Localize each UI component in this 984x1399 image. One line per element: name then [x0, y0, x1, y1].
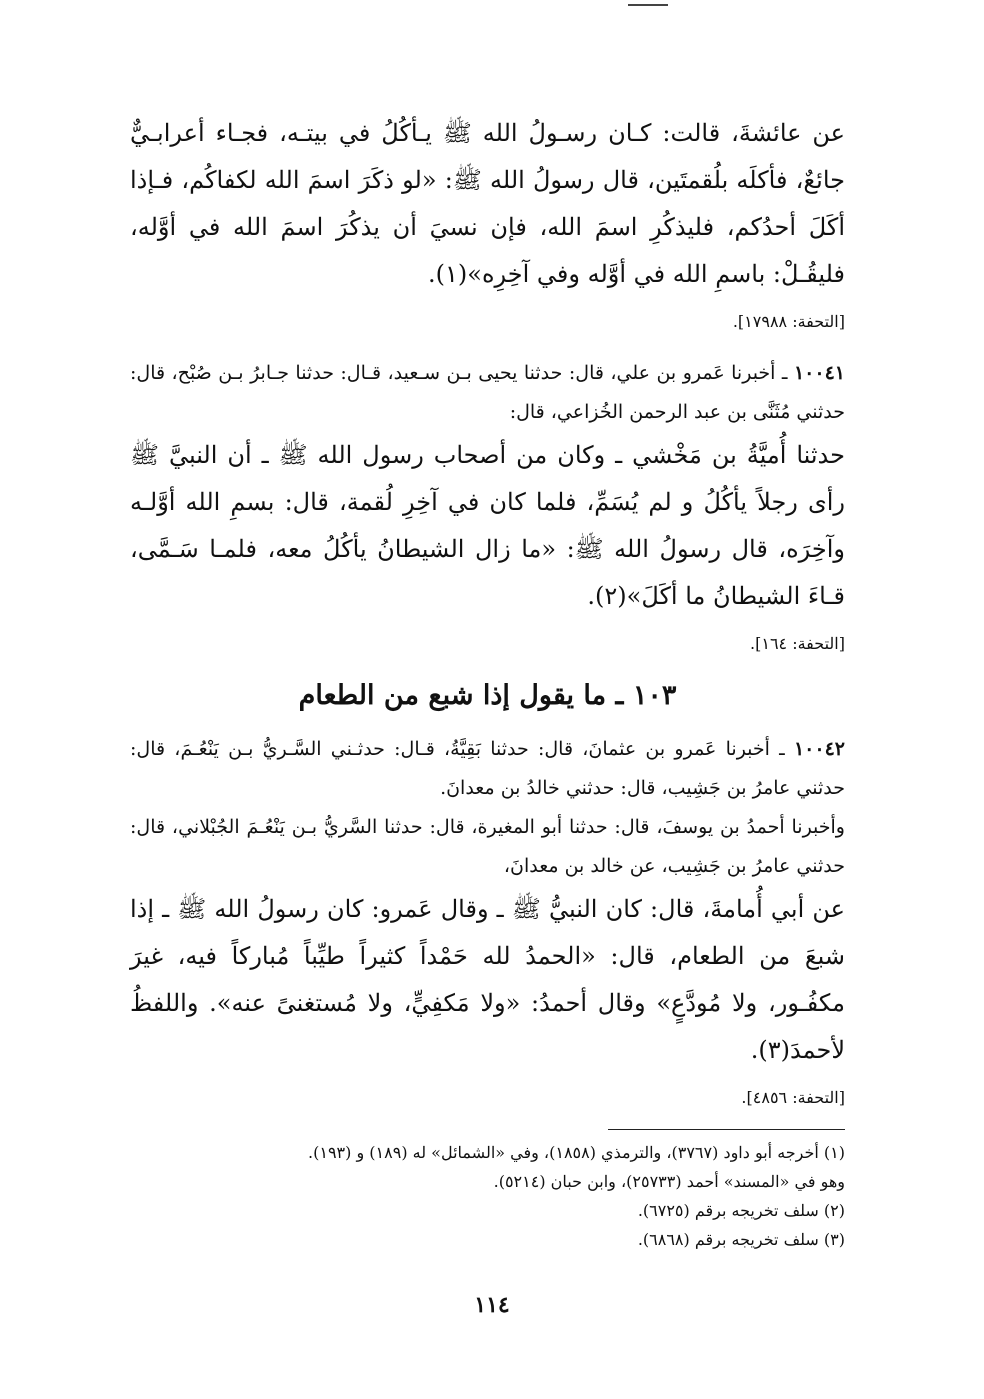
- footnote: (٢) سلف تخريجه برقم (٦٧٢٥).: [637, 1201, 845, 1220]
- hadith-number: ١٠٠٤١: [793, 362, 845, 384]
- hadith-number: ١٠٠٤٢: [793, 738, 845, 760]
- hadith-10041-ref: [التحفة: ١٦٤].: [750, 634, 845, 653]
- chapter-heading: ١٠٣ ـ ما يقول إذا شبع من الطعام: [298, 680, 677, 711]
- hadith-10041-isnad: [130, 354, 845, 432]
- hadith-10042-ref: [التحفة: ٤٨٥٦].: [741, 1088, 845, 1107]
- footnote: (٣) سلف تخريجه برقم (٦٨٦٨).: [637, 1230, 845, 1249]
- footnote: (١) أخرجه أبو داود (٣٧٦٧)، والترمذي (١٨٥٨)، وفي «الشمائل» له (١٨٩) و (١٩٣).: [308, 1143, 845, 1162]
- page-number: ١١٤: [474, 1292, 510, 1318]
- footnote: وهو في «المسند» أحمد (٢٥٧٣٣)، وابن حبان (٥٢١٤).: [493, 1172, 845, 1191]
- footnote-rule: [608, 1129, 845, 1130]
- hadith-10040-text: عن عائشةَ، قالت: كـان رسـولُ الله ﷺ يـأكُلُ في بيتـه، فجـاء أعرابـيٌّ جائعٌ، فأكلَه بلُقمتَين، قال رسولُ الله ﷺ: «لو ذكَرَ اسمَ الله لكفاكُم، فـإذا أكَلَ أحدُكم، فليذكُرِ اسمَ الله، فإن نسيَ أن يذكُرَ اسمَ الله في أوَّله، فليقُـلْ: باسمِ الله في أوَّله وفي آخِرِه»(١).: [130, 119, 845, 288]
- hadith-10040-ref: [التحفة: ١٧٩٨٨].: [732, 312, 845, 331]
- hadith-10041-text: حدثنا أُميَّةُ بن مَخْشي ـ وكان من أصحاب رسول الله ﷺ ـ أن النبيَّ ﷺ رأى رجلاً يأكُلُ و لم يُسَمِّ، فلما كان في آخِرِ لُقمة، قال: بسمِ الله أوَّلـه وآخِرَه، قال رسولُ الله ﷺ: «ما زال الشيطانُ يأكُلُ معه، فلمـا سَـمَّى، قـاءَ الشيطانُ ما أكَلَ»(٢).: [130, 441, 845, 610]
- hadith-10042-text: عن أبي أُمامةَ، قال: كان النبيُّ ﷺ ـ وقال عَمرو: كان رسولُ الله ﷺ ـ إذا شبعَ من الطعام، قال: «الحمدُ لله حَمْداً كثيراً طيِّباً مُباركاً فيه، غيرَ مكفُـور، ولا مُودَّعٍ» وقال أحمدُ: «ولا مَكفِيٍّ، ولا مُستغنىً عنه». واللفظُ لأحمدَ(٣).: [130, 895, 845, 1064]
- isnad-text: ـ أخبرنا عَمرو بن علي، قال: حدثنا يحيى بـن سـعيد، قـال: حدثنا جـابرُ بـن صُبْح، قال: حدثني مُثَنَّى بن عبد الرحمن الخُزاعي، قال:: [130, 362, 845, 423]
- header-rule: [628, 4, 668, 6]
- isnad-text: ـ أخبرنا عَمرو بن عثمانَ، قال: حدثنا بَقِيَّةُ، قـال: حدثـني السَّـريُّ بـن يَنْعُـمَ، قال: حدثني عامرُ بن جَشِيب، قال: حدثني خالدُ بن معدانَ.: [130, 738, 845, 799]
- hadith-10042-isnad-2: وأخبرنا أحمدُ بن يوسفَ، قال: حدثنا أبو المغيرة، قال: حدثنا السَّريُّ بـن يَنْعُـمَ الجُبْلاني، قال: حدثني عامرُ بن جَشِيب، عن خالد بن معدانَ،: [130, 816, 845, 877]
- page-body: [130, 110, 845, 1130]
- hadith-10042-isnad: [130, 730, 845, 808]
- footnotes: [130, 1138, 845, 1254]
